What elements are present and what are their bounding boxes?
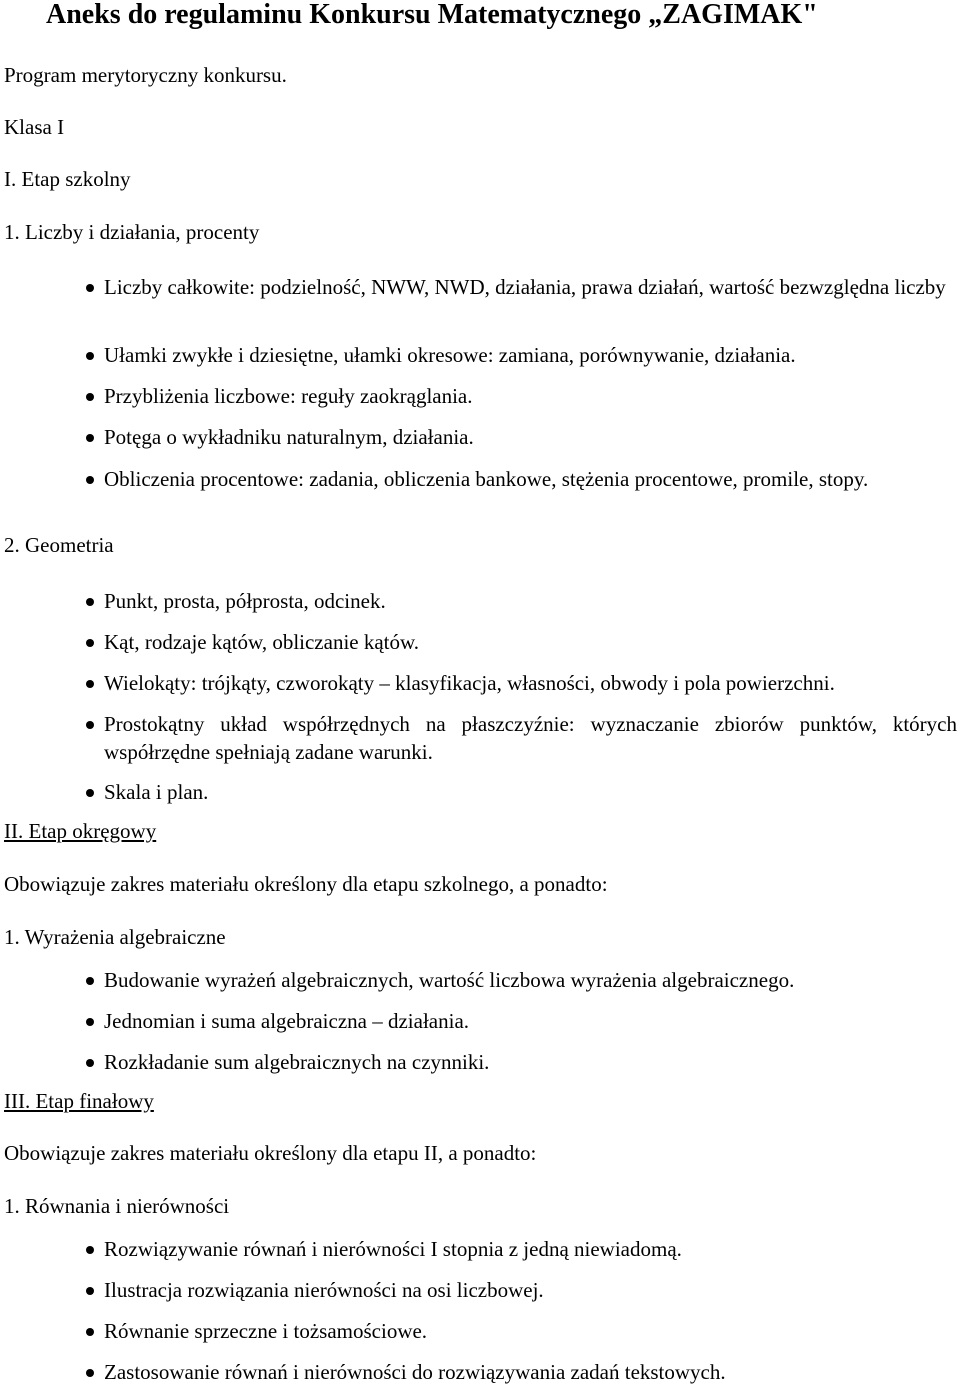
- bullet-icon: [86, 721, 94, 729]
- list-item: Ułamki zwykłe i dziesiętne, ułamki okresowe: zamiana, porównywanie, działania.: [104, 343, 796, 367]
- bullet-icon: [86, 598, 94, 606]
- bullet-icon: [86, 1246, 94, 1254]
- list-item: Obliczenia procentowe: zadania, obliczenia bankowe, stężenia procentowe, promile, stopy.: [104, 467, 869, 491]
- bullet-icon: [86, 639, 94, 647]
- list-item: Skala i plan.: [104, 780, 209, 804]
- bullet-icon: [86, 393, 94, 401]
- intro-text: Program merytoryczny konkursu.: [4, 63, 287, 87]
- section-heading: 1. Wyrażenia algebraiczne: [4, 925, 226, 949]
- bullet-icon: [86, 434, 94, 442]
- bullet-icon: [86, 1059, 94, 1067]
- list-item: Ilustracja rozwiązania nierówności na osi liczbowej.: [104, 1278, 544, 1302]
- bullet-icon: [86, 1018, 94, 1026]
- stage-heading: I. Etap szkolny: [4, 167, 131, 191]
- list-item: Potęga o wykładniku naturalnym, działania.: [104, 425, 474, 449]
- list-item: Punkt, prosta, półprosta, odcinek.: [104, 589, 386, 613]
- list-item: Zastosowanie równań i nierówności do rozwiązywania zadań tekstowych.: [104, 1360, 726, 1384]
- bullet-icon: [86, 1369, 94, 1377]
- list-item: Kąt, rodzaje kątów, obliczanie kątów.: [104, 630, 420, 654]
- bullet-icon: [86, 352, 94, 360]
- list-item: Wielokąty: trójkąty, czworokąty – klasyfikacja, własności, obwody i pola powierzchni.: [104, 671, 835, 695]
- list-item: Przybliżenia liczbowe: reguły zaokrąglania.: [104, 384, 473, 408]
- list-item: Rozkładanie sum algebraicznych na czynniki.: [104, 1050, 490, 1074]
- stage-heading: II. Etap okręgowy: [4, 819, 157, 843]
- bullet-icon: [86, 1287, 94, 1295]
- bullet-icon: [86, 476, 94, 484]
- bullet-icon: [86, 1328, 94, 1336]
- list-item: Prostokątny układ współrzędnych na płaszczyźnie: wyznaczanie zbiorów punktów, których współrzędne spełniają zadane warunki.: [104, 712, 957, 764]
- bullet-icon: [86, 977, 94, 985]
- stage-note: Obowiązuje zakres materiału określony dla etapu II, a ponadto:: [4, 1141, 537, 1165]
- list-item: Liczby całkowite: podzielność, NWW, NWD, działania, prawa działań, wartość bezwzględna liczby: [104, 275, 946, 299]
- section-heading: 1. Liczby i działania, procenty: [4, 220, 260, 244]
- stage-heading: III. Etap finałowy: [4, 1089, 154, 1113]
- section-heading: 1. Równania i nierówności: [4, 1194, 230, 1218]
- bullet-icon: [86, 680, 94, 688]
- class-label: Klasa I: [4, 115, 65, 139]
- document-title: Aneks do regulaminu Konkursu Matematycznego „ZAGIMAK": [46, 0, 818, 30]
- bullet-icon: [86, 789, 94, 797]
- section-heading: 2. Geometria: [4, 533, 114, 557]
- list-item: Rozwiązywanie równań i nierówności I stopnia z jedną niewiadomą.: [104, 1237, 682, 1261]
- stage-note: Obowiązuje zakres materiału określony dla etapu szkolnego, a ponadto:: [4, 872, 608, 896]
- bullet-icon: [86, 284, 94, 292]
- list-item: Równanie sprzeczne i tożsamościowe.: [104, 1319, 428, 1343]
- list-item: Budowanie wyrażeń algebraicznych, wartość liczbowa wyrażenia algebraicznego.: [104, 968, 795, 992]
- list-item: Jednomian i suma algebraiczna – działania.: [104, 1009, 470, 1033]
